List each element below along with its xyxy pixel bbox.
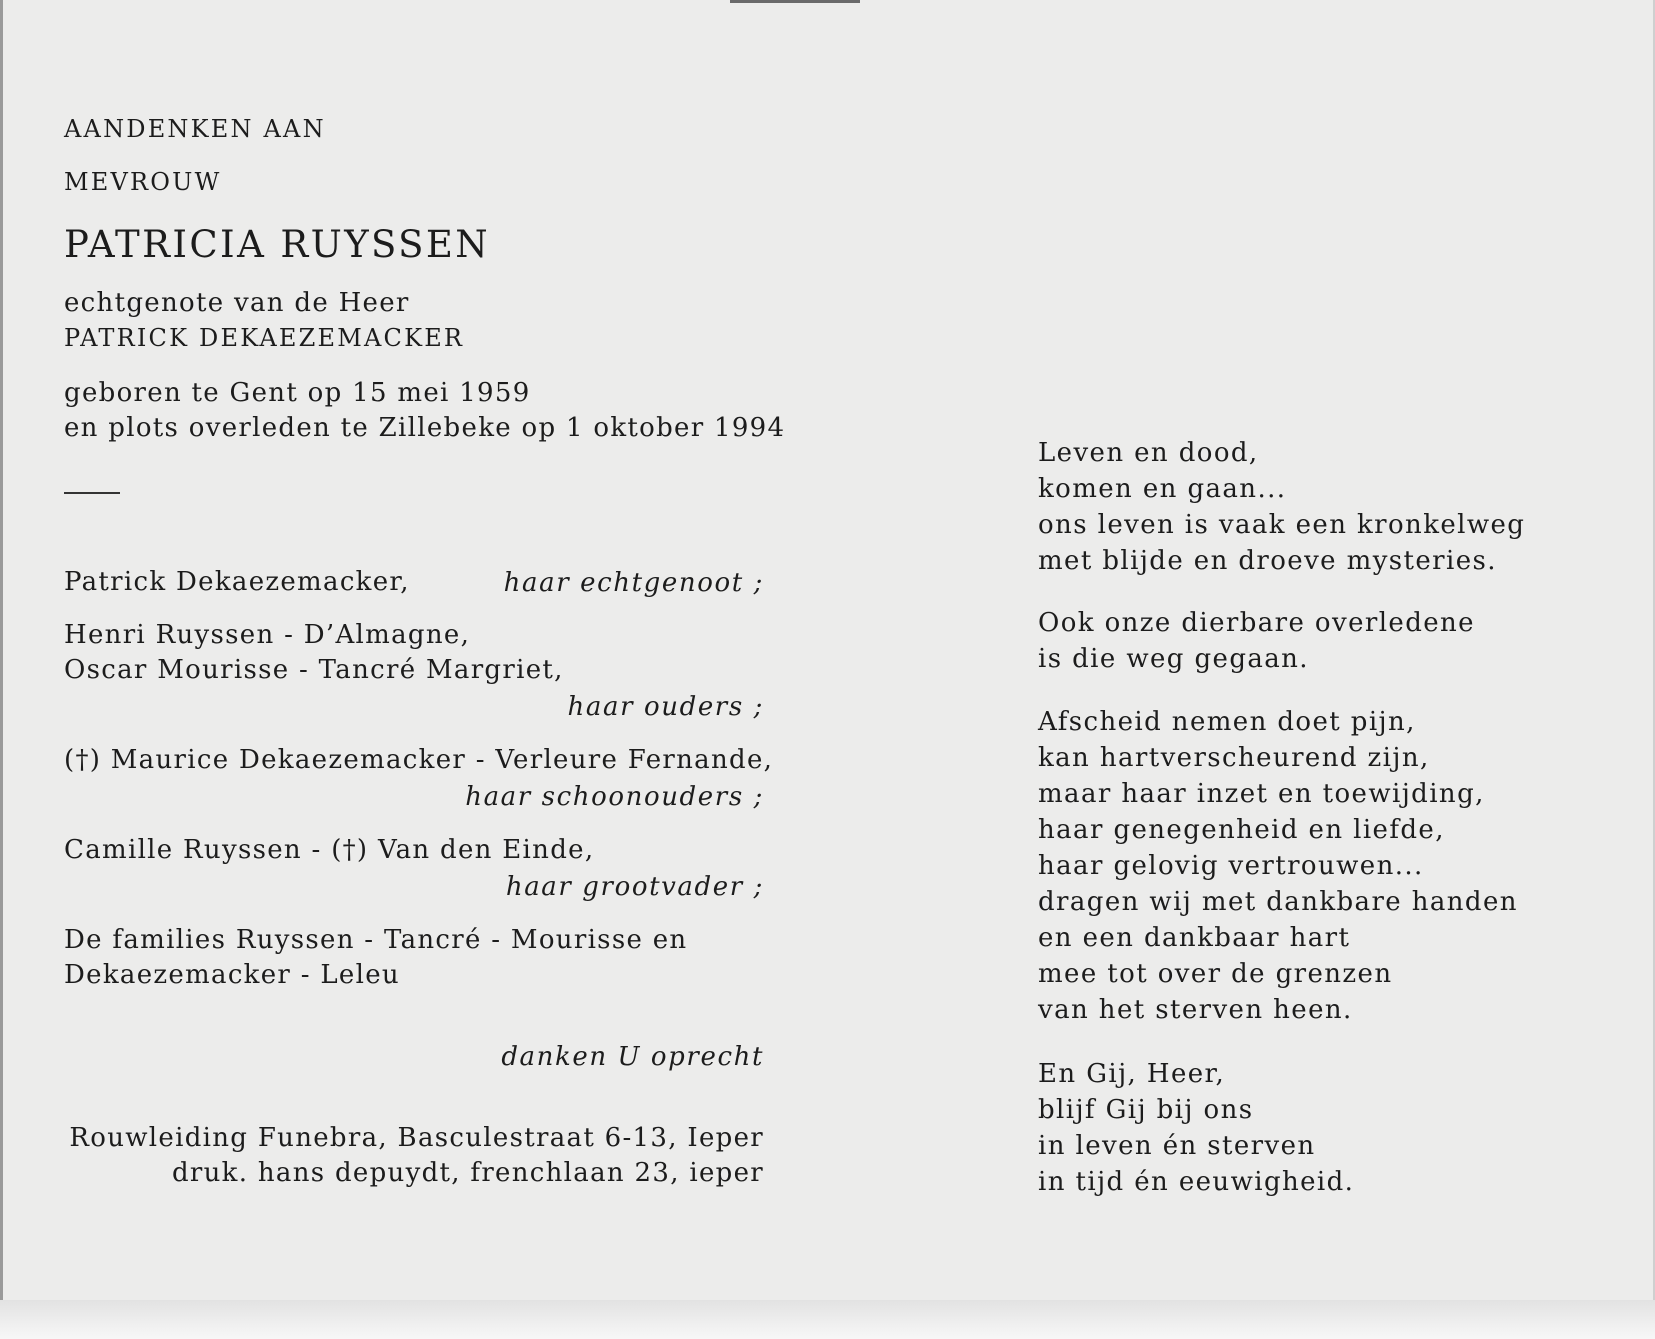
title-mevrouw: MEVROUW bbox=[64, 168, 222, 196]
family-line: Dekaezemacker - Leleu bbox=[64, 960, 400, 990]
poem-line: mee tot over de grenzen bbox=[1038, 959, 1393, 989]
family-relation: haar schoonouders ; bbox=[465, 782, 764, 812]
family-line: Oscar Mourisse - Tancré Margriet, bbox=[64, 655, 564, 685]
poem-line: Afscheid nemen doet pijn, bbox=[1038, 707, 1416, 737]
poem-line: Ook onze dierbare overledene bbox=[1038, 608, 1475, 638]
poem-line: komen en gaan... bbox=[1038, 474, 1287, 504]
poem-line: maar haar inzet en toewijding, bbox=[1038, 779, 1485, 809]
family-relation: haar ouders ; bbox=[567, 692, 764, 722]
poem-line: in leven én sterven bbox=[1038, 1131, 1316, 1161]
death-line: en plots overleden te Zillebeke op 1 oktober 1994 bbox=[64, 413, 786, 443]
scan-bottom-strip bbox=[0, 1300, 1655, 1339]
divider-rule bbox=[64, 492, 120, 494]
poem-line: En Gij, Heer, bbox=[1038, 1059, 1226, 1089]
family-line: (†) Maurice Dekaezemacker - Verleure Fernande, bbox=[64, 745, 774, 775]
poem-line: Leven en dood, bbox=[1038, 438, 1259, 468]
spouse-intro: echtgenote van de Heer bbox=[64, 288, 410, 318]
family-line: Henri Ruyssen - D’Almagne, bbox=[64, 620, 471, 650]
printer-line: druk. hans depuydt, frenchlaan 23, ieper bbox=[171, 1158, 764, 1188]
poem-line: kan hartverscheurend zijn, bbox=[1038, 743, 1430, 773]
card-left-edge bbox=[0, 0, 3, 1300]
deceased-name: PATRICIA RUYSSEN bbox=[64, 223, 491, 266]
family-line: De families Ruyssen - Tancré - Mourisse en bbox=[64, 925, 688, 955]
poem-line: haar genegenheid en liefde, bbox=[1038, 815, 1445, 845]
scan-edge-mark bbox=[730, 0, 860, 3]
family-relation: haar grootvader ; bbox=[505, 872, 764, 902]
thanks-line: danken U oprecht bbox=[501, 1042, 764, 1072]
family-line: Patrick Dekaezemacker, bbox=[64, 567, 410, 597]
poem-line: van het sterven heen. bbox=[1038, 995, 1353, 1025]
poem-line: en een dankbaar hart bbox=[1038, 923, 1351, 953]
birth-line: geboren te Gent op 15 mei 1959 bbox=[64, 378, 531, 408]
family-line: Camille Ruyssen - (†) Van den Einde, bbox=[64, 835, 595, 865]
poem-line: met blijde en droeve mysteries. bbox=[1038, 546, 1497, 576]
family-relation: haar echtgenoot ; bbox=[503, 568, 764, 598]
poem-line: dragen wij met dankbare handen bbox=[1038, 887, 1518, 917]
undertaker-line: Rouwleiding Funebra, Basculestraat 6-13, Ieper bbox=[69, 1123, 764, 1153]
poem-line: is die weg gegaan. bbox=[1038, 644, 1309, 674]
poem-line: blijf Gij bij ons bbox=[1038, 1095, 1254, 1125]
poem-line: ons leven is vaak een kronkelweg bbox=[1038, 510, 1526, 540]
poem-line: in tijd én eeuwigheid. bbox=[1038, 1167, 1355, 1197]
spouse-name: PATRICK DEKAEZEMACKER bbox=[64, 324, 465, 352]
poem-line: haar gelovig vertrouwen... bbox=[1038, 851, 1424, 881]
memorial-heading: AANDENKEN AAN bbox=[64, 115, 326, 143]
